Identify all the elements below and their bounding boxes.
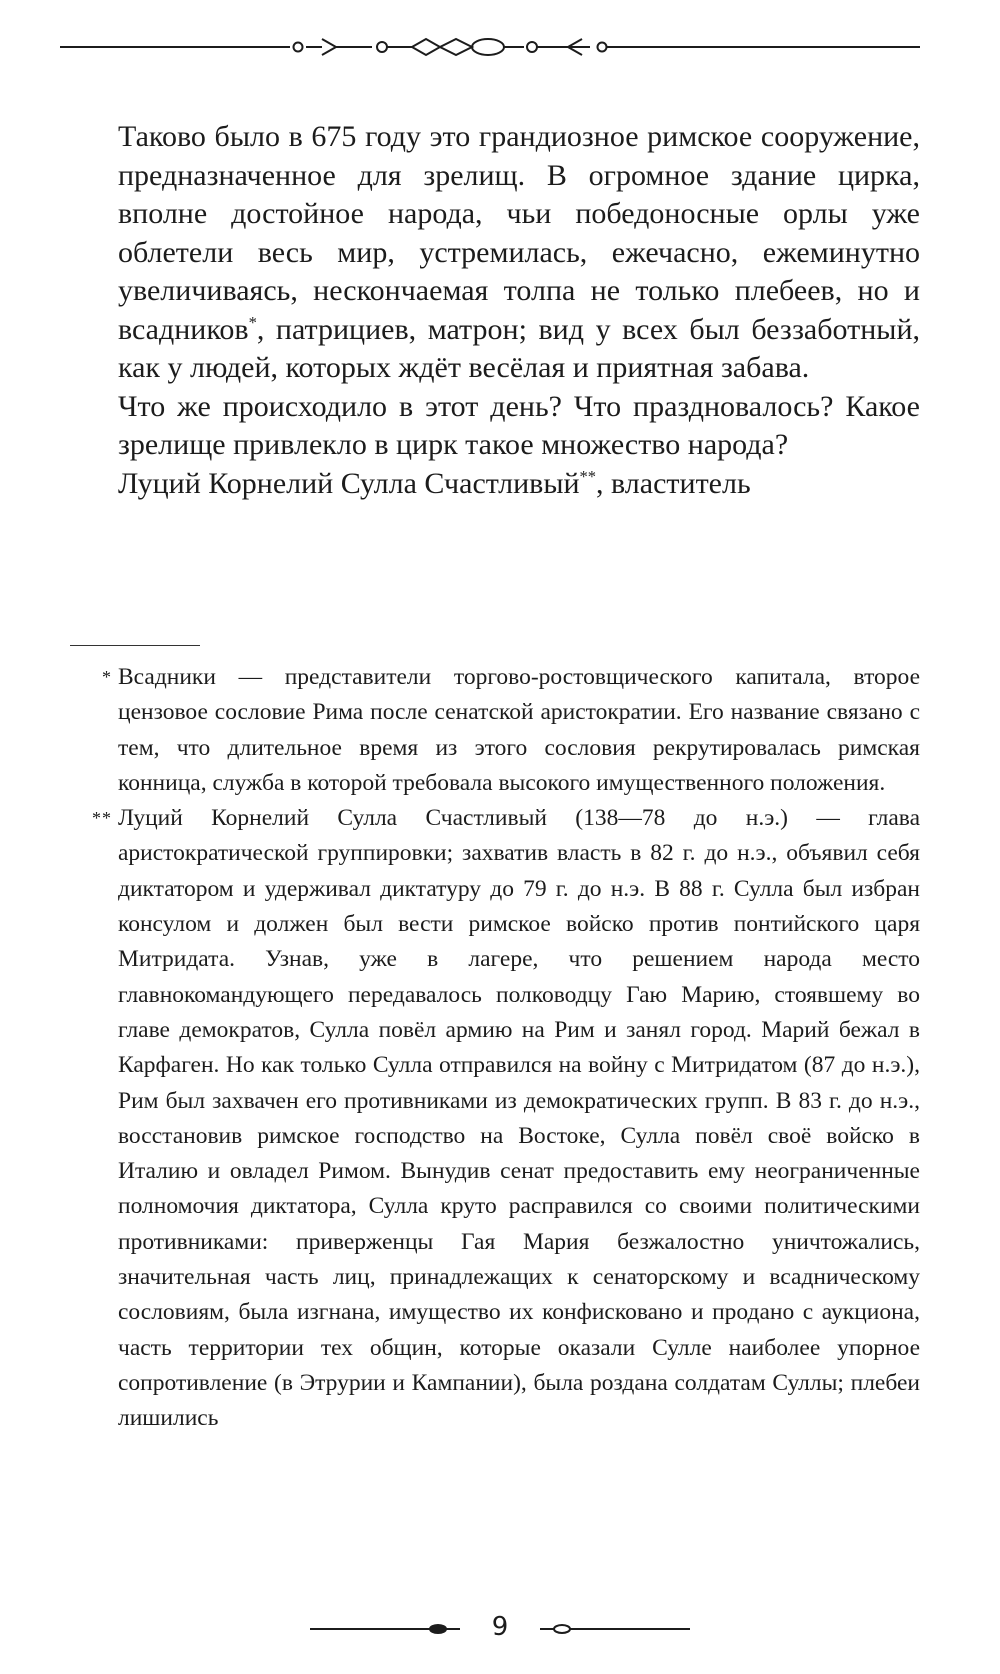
paragraph-1-text: Таково было в 675 году это грандиозное римское сооружение, предназначенное для зрелищ. В огромное здание цирка, вполне достойное народа, чьи победоносные орлы уже облетели весь мир, устремилась, ежечасно, ежеминутно увеличиваясь, нескончаемая толпа не только плебеев, но и всадников [118, 120, 920, 346]
page-number: 9 [491, 1612, 509, 1642]
footnote-2 [92, 801, 920, 1436]
footnote-ref-2: ** [579, 466, 597, 486]
footnote-2-text: Луций Корнелий Сулла Счастливый (138—78 до н.э.) — глава аристократической группировки; захватив власть в 82 г. до н.э., объявил себя диктатором и удерживал диктатуру до 79 г. до н.э. В 88 г. Сулла был избран консулом и должен был вести римское войско против понтийского царя Митридата. Узнав, уже в лагере, что решением народа место главнокомандующего передавалось полководцу Гаю Марию, стоявшему во главе демократов, Сулла повёл армию на Рим и занял город. Марий бежал в Карфаген. Но как только Сулла отправился на войну с Митридатом (87 до н.э.), Рим был захвачен его противниками из демократических групп. В 83 г. до н.э., восстановив римское господство на Востоке, Сулла повёл своё войско в Италию и овладел Римом. Вынудив сенат предоставить ему неограниченные полномочия диктатора, Сулла круто расправился со своими политическими противниками: приверженцы Гая Мария безжалостно уничтожались, значительная часть лиц, принадлежащих к сенаторскому и всадническому сословиям, была изгнана, имущество их конфисковано и продано с аукциона, часть территории тех общин, которые оказали Сулле наиболее упорное сопротивление (в Этрурии и Кампании), была роздана солдатам Суллы; плебеи лишились [118, 805, 920, 1432]
footnote-1 [102, 660, 920, 801]
paragraph-3-tail: , властитель [596, 466, 751, 500]
footnote-1-mark: * [102, 667, 112, 687]
paragraph-3-text: Луций Корнелий Сулла Счастливый [118, 466, 580, 500]
footnote-divider [70, 645, 200, 646]
footnotes [92, 660, 920, 1437]
paragraph-2: Что же происходило в этот день? Что праздновалось? Какое зрелище привлекло в цирк такое множество народа? [118, 389, 920, 461]
footnote-2-mark: ** [92, 808, 112, 829]
main-text [118, 118, 920, 503]
paragraph-1 [118, 118, 920, 388]
header-ornament [60, 34, 920, 60]
footnote-ref-1: * [248, 312, 257, 332]
paragraph-1-tail: , патрициев, матрон; вид у всех был беззаботный, как у людей, которых ждёт весёлая и приятная забава. [118, 312, 920, 384]
footnote-1-text: Всадники — представители торгово-ростовщического капитала, второе цензовое сословие Рима после сенатской аристократии. Его название связано с тем, что длительное время из этого сословия рекрутировалась римская конница, служба в которой требовала высокого имущественного положения. [118, 664, 920, 796]
paragraph-3 [118, 465, 920, 504]
